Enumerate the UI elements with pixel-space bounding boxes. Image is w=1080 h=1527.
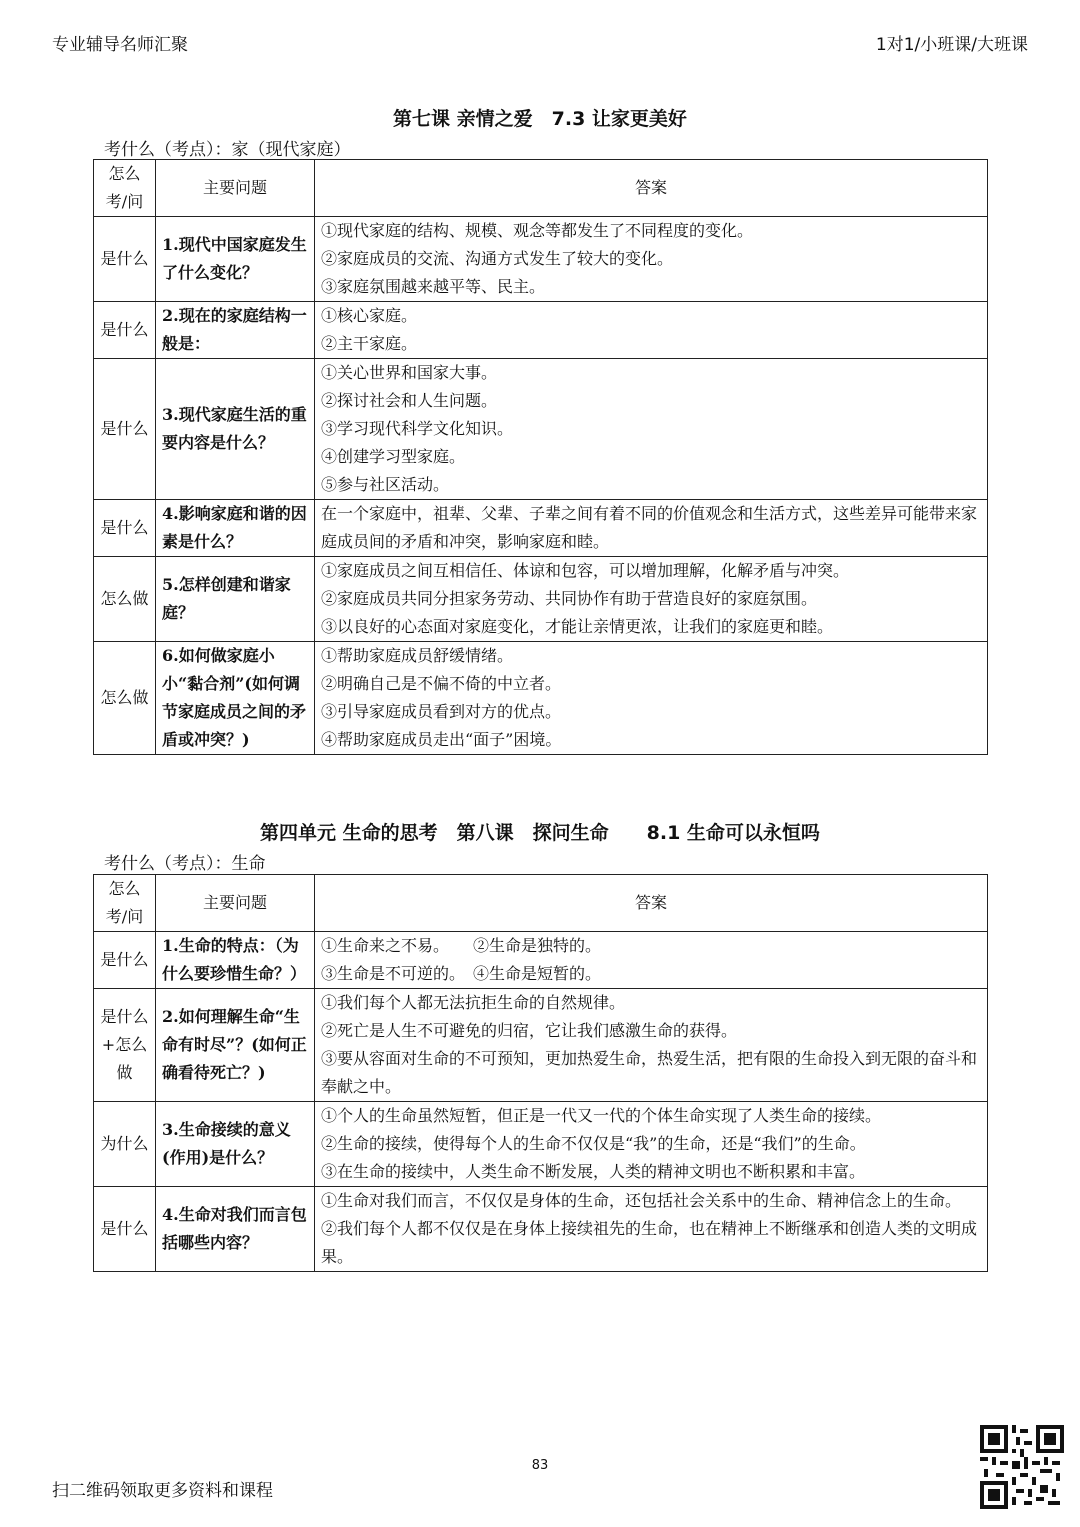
column-header-type: 怎么考/问 <box>94 160 156 217</box>
answer-cell <box>315 217 988 302</box>
question-type: 是什么 <box>94 500 156 557</box>
main-question: 5.怎样创建和谐家庭？ <box>156 557 315 642</box>
answer-line: ④帮助家庭成员走出“面子”困境。 <box>321 730 562 749</box>
table-row <box>94 557 988 642</box>
answer-line: ③家庭氛围越来越平等、民主。 <box>321 277 546 296</box>
table-row <box>94 642 988 755</box>
answer-cell <box>315 302 988 359</box>
main-question: 6.如何做家庭小小“黏合剂”(如何调节家庭成员之间的矛盾或冲突？) <box>156 642 315 755</box>
question-type: 是什么 <box>94 932 156 989</box>
answer-line: ①核心家庭。 <box>321 306 418 325</box>
main-question: 2.如何理解生命“生命有时尽”？(如何正确看待死亡？) <box>156 989 315 1102</box>
answer-line: ③以良好的心态面对家庭变化，才能让亲情更浓，让我们的家庭更和睦。 <box>321 617 834 636</box>
answer-line: ③要从容面对生命的不可预知，更加热爱生命，热爱生活，把有限的生命投入到无限的奋斗和奉献之中。 <box>321 1049 978 1096</box>
main-question: 1.生命的特点：（为什么要珍惜生命？） <box>156 932 315 989</box>
table-row <box>94 217 988 302</box>
answer-line: ③引导家庭成员看到对方的优点。 <box>321 702 562 721</box>
answer-line: ③在生命的接续中，人类生命不断发展，人类的精神文明也不断积累和丰富。 <box>321 1162 866 1181</box>
answer-line: ①个人的生命虽然短暂，但正是一代又一代的个体生命实现了人类生命的接续。 <box>321 1106 882 1125</box>
column-header-question: 主要问题 <box>156 160 315 217</box>
question-type: 为什么 <box>94 1102 156 1187</box>
table-row <box>94 932 988 989</box>
answer-line: ⑤参与社区活动。 <box>321 475 450 494</box>
column-header-answer: 答案 <box>315 160 988 217</box>
section1-rows <box>94 217 988 755</box>
question-type: 是什么 <box>94 1187 156 1272</box>
main-question: 2.现在的家庭结构一般是： <box>156 302 315 359</box>
main-question: 4.影响家庭和谐的因素是什么？ <box>156 500 315 557</box>
answer-line: ②主干家庭。 <box>321 334 418 353</box>
table-row <box>94 500 988 557</box>
table-row <box>94 1102 988 1187</box>
question-type: 是什么 <box>94 217 156 302</box>
question-type: 是什么 <box>94 359 156 500</box>
section2-rows <box>94 932 988 1272</box>
main-question: 3.生命接续的意义(作用)是什么？ <box>156 1102 315 1187</box>
column-header-answer: 答案 <box>315 875 988 932</box>
question-type: 怎么做 <box>94 557 156 642</box>
question-type: 是什么+怎么做 <box>94 989 156 1102</box>
answer-line: ②生命的接续，使得每个人的生命不仅仅是“我”的生命，还是“我们”的生命。 <box>321 1134 866 1153</box>
table-row <box>94 1187 988 1272</box>
header-right: 1对1/小班课/大班课 <box>875 35 1028 55</box>
table-row <box>94 989 988 1102</box>
answer-line: ②明确自己是不偏不倚的中立者。 <box>321 674 562 693</box>
header-left: 专业辅导名师汇聚 <box>52 35 188 55</box>
answer-line: ③学习现代科学文化知识。 <box>321 419 514 438</box>
section2-subtitle: 考什么（考点）：生命 <box>104 854 266 874</box>
page-number: 83 <box>531 1458 549 1473</box>
answer-cell <box>315 359 988 500</box>
answer-cell <box>315 1187 988 1272</box>
column-header-type: 怎么考/问 <box>94 875 156 932</box>
answer-line: ②家庭成员共同分担家务劳动、共同协作有助于营造良好的家庭氛围。 <box>321 589 818 608</box>
question-type: 怎么做 <box>94 642 156 755</box>
section2-table <box>93 874 988 1272</box>
answer-line: ②探讨社会和人生问题。 <box>321 391 498 410</box>
main-question: 3.现代家庭生活的重要内容是什么？ <box>156 359 315 500</box>
column-header-question: 主要问题 <box>156 875 315 932</box>
answer-line: ①家庭成员之间互相信任、体谅和包容，可以增加理解，化解矛盾与冲突。 <box>321 561 850 580</box>
answer-line: ①帮助家庭成员舒缓情绪。 <box>321 646 514 665</box>
section2-title: 第四单元 生命的思考 第八课 探问生命 8.1 生命可以永恒吗 <box>260 822 820 844</box>
answer-line: ①关心世界和国家大事。 <box>321 363 498 382</box>
table-row <box>94 302 988 359</box>
answer-line: 在一个家庭中，祖辈、父辈、子辈之间有着不同的价值观念和生活方式，这些差异可能带来家庭成员间的矛盾和冲突，影响家庭和睦。 <box>321 504 978 551</box>
main-question: 1.现代中国家庭发生了什么变化？ <box>156 217 315 302</box>
answer-cell <box>315 1102 988 1187</box>
answer-line: ②死亡是人生不可避免的归宿，它让我们感激生命的获得。 <box>321 1021 738 1040</box>
footer-note: 扫二维码领取更多资料和课程 <box>52 1481 273 1501</box>
section1-subtitle: 考什么（考点）：家（现代家庭） <box>104 140 351 160</box>
answer-cell <box>315 500 988 557</box>
answer-cell <box>315 932 988 989</box>
answer-line: ②家庭成员的交流、沟通方式发生了较大的变化。 <box>321 249 674 268</box>
answer-line: ①生命来之不易。 ②生命是独特的。 <box>321 936 602 955</box>
question-type: 是什么 <box>94 302 156 359</box>
answer-line: ④创建学习型家庭。 <box>321 447 466 466</box>
answer-line: ①我们每个人都无法抗拒生命的自然规律。 <box>321 993 626 1012</box>
main-question: 4.生命对我们而言包括哪些内容？ <box>156 1187 315 1272</box>
section1-title: 第七课 亲情之爱 7.3 让家更美好 <box>393 108 687 130</box>
section1-table <box>93 159 988 755</box>
answer-cell <box>315 557 988 642</box>
answer-line: ③生命是不可逆的。 ④生命是短暂的。 <box>321 964 602 983</box>
answer-cell <box>315 642 988 755</box>
answer-cell <box>315 989 988 1102</box>
table-row <box>94 359 988 500</box>
answer-line: ①现代家庭的结构、规模、观念等都发生了不同程度的变化。 <box>321 221 754 240</box>
answer-line: ①生命对我们而言，不仅仅是身体的生命，还包括社会关系中的生命、精神信念上的生命。 <box>321 1191 962 1210</box>
answer-line: ②我们每个人都不仅仅是在身体上接续祖先的生命，也在精神上不断继承和创造人类的文明成果。 <box>321 1219 978 1266</box>
